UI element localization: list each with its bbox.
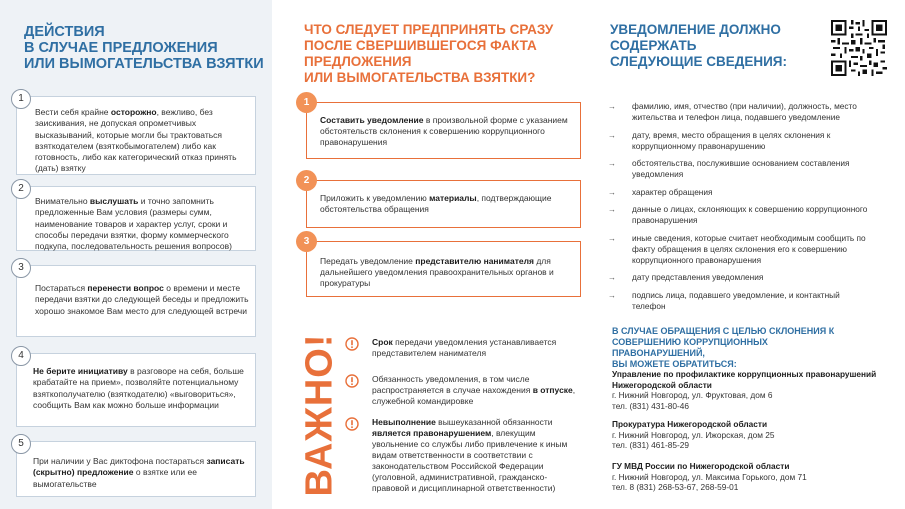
- contact-org: Управление по профилактике коррупционных правонарушений Нижегородской области: [612, 369, 877, 390]
- step-number: 3: [11, 258, 31, 278]
- left-title: ДЕЙСТВИЯ В СЛУЧАЕ ПРЕДЛОЖЕНИЯ ИЛИ ВЫМОГАТЕЛЬСТВА ВЗЯТКИ: [24, 24, 264, 72]
- contact-phone: тел. (831) 431-80-46: [612, 400, 689, 411]
- right-title: УВЕДОМЛЕНИЕ ДОЛЖНО СОДЕРЖАТЬ СЛЕДУЮЩИЕ СВЕДЕНИЯ:: [610, 22, 787, 69]
- exclamation-circle-icon: [345, 337, 359, 351]
- list-item: → данные о лицах, склоняющих к совершению коррупционного правонарушения: [608, 204, 868, 225]
- contact-address: г. Нижний Новгород, ул. Фруктовая, дом 6: [612, 390, 773, 400]
- arrow-right-icon: →: [608, 273, 616, 282]
- list-item: → подпись лица, подавшего уведомление, и контактный телефон: [608, 289, 840, 311]
- step-text: Внимательно выслушать и точно запомнить предложенные Вам условия (размеры сумм, наименование товаров и характер услуг, сроки и способы передачи взятки, форму коммерческого подкупа, последовательность решения вопросов): [35, 196, 232, 252]
- contact-phone: тел. 8 (831) 268-53-67, 268-59-01: [612, 482, 739, 492]
- step-number: 2: [11, 179, 31, 199]
- list-item: → дату, время, место обращения в целях склонения к коррупционному правонарушению: [608, 129, 831, 151]
- arrow-right-icon: →: [608, 187, 616, 197]
- exclamation-circle-icon: [345, 417, 359, 431]
- step-2: [16, 183, 256, 252]
- arrow-right-icon: →: [608, 290, 616, 300]
- arrow-right-icon: →: [608, 233, 616, 243]
- step-4: [16, 350, 256, 427]
- action-3: [303, 236, 581, 297]
- contact-org: ГУ МВД России по Нижегородской области: [612, 461, 790, 471]
- warning-text: Обязанность уведомления, в том числе распространяется в случае нахождения в отпуске, служебной командировке: [372, 374, 576, 406]
- contact-address: г. Нижний Новгород, ул. Максима Горького, дом 71: [612, 471, 807, 482]
- important-label-wrap: [300, 335, 340, 495]
- arrow-right-icon: →: [608, 159, 616, 168]
- arrow-right-icon: →: [608, 205, 616, 214]
- warning-text: Срок передачи уведомления устанавливается представителем нанимателя: [372, 337, 557, 358]
- list-item: → обстоятельства, послужившие основанием составления уведомления: [608, 158, 850, 179]
- contact-org: Прокуратура Нижегородской области: [612, 419, 768, 429]
- action-1: [303, 97, 581, 159]
- important-label: ВАЖНО!: [298, 333, 341, 497]
- contact-block: [612, 369, 892, 411]
- step-text: Вести себя крайне осторожно, вежливо, без заискивания, не допуская опрометчивых высказываний, которые могли бы трактоваться взяткодателем (взяткобымогателем) либо как готовность, либо как категорический отказ принять (дать) взятку: [35, 107, 237, 174]
- exclamation-circle-icon: [345, 374, 359, 388]
- action-number: 3: [296, 231, 317, 252]
- qr-code-icon: [831, 20, 887, 76]
- action-text: Приложить к уведомлению материалы, подтверждающие обстоятельства обращения: [320, 193, 552, 214]
- step-text: Постараться перенести вопрос о времени и месте передачи взятки до следующей беседы и предложить хорошо знакомое Вам место для следующей встречи: [35, 283, 249, 316]
- contacts-title: В СЛУЧАЕ ОБРАЩЕНИЯ С ЦЕЛЬЮ СКЛОНЕНИЯ К СОВЕРШЕНИЮ КОРРУПЦИОННЫХ ПРАВОНАРУШЕНИЙ, ВЫ МОЖЕТЕ ОБРАТИТЬСЯ:: [612, 326, 835, 369]
- action-2: [303, 175, 581, 228]
- action-text: Составить уведомление в произвольной форме с указанием обстоятельств склонения к совершению коррупционного правонарушения: [320, 115, 568, 147]
- step-1: [16, 93, 256, 175]
- list-item: → дату представления уведомления: [608, 272, 764, 282]
- arrow-right-icon: →: [608, 130, 616, 140]
- required-info-list: [608, 101, 868, 318]
- contact-phone: тел. (831) 461-85-29: [612, 440, 689, 450]
- list-item: → иные сведения, которые считает необходимым сообщить по факту обращения в целях склонения его к совершению коррупционного правонарушения: [608, 232, 866, 265]
- contact-address: г. Нижний Новгород, ул. Ижорская, дом 25: [612, 429, 775, 440]
- step-text: Не берите инициативу в разговоре на себя, больше крабатайте на прием», позволяйте потенциальному взяткополучателю (взяткодателю) «выговориться», сообщить Вам как можно больше информации: [33, 366, 244, 410]
- action-number: 2: [296, 170, 317, 191]
- action-number: 1: [296, 92, 317, 113]
- list-item: → фамилию, имя, отчество (при наличии), должность, место жительства и телефон лица, подавшего уведомление: [608, 101, 857, 122]
- contact-block: [612, 419, 892, 451]
- action-text: Передать уведомление представителю нанимателя для дальнейшего уведомления правоохранительных органов и прокуратуры: [320, 256, 554, 288]
- step-number: 1: [11, 89, 31, 109]
- arrow-right-icon: →: [608, 102, 616, 111]
- list-item: → характер обращения: [608, 186, 713, 197]
- step-number: 5: [11, 434, 31, 454]
- middle-title: ЧТО СЛЕДУЕТ ПРЕДПРИНЯТЬ СРАЗУ ПОСЛЕ СВЕРШИВШЕГОСЯ ФАКТА ПРЕДЛОЖЕНИЯ ИЛИ ВЫМОГАТЕЛЬСТВА ВЗЯТКИ?: [304, 22, 554, 85]
- step-number: 4: [11, 346, 31, 366]
- step-5: [16, 438, 256, 497]
- step-3: [16, 262, 256, 337]
- contact-block: [612, 461, 892, 493]
- left-column: [0, 0, 272, 509]
- warning-text: Невыполнение вышеуказанной обязанности является правонарушением, влекущим увольнение со службы либо привлечение к иным видам ответственности в соответствии с законодательством Российской Федерации (уголовной, административной, гражданско-правовой и дисциплинарной ответственности): [372, 417, 568, 493]
- step-text: При наличии у Вас диктофона постараться записать (скрытно) предложение о взятке или ее вымогательстве: [33, 456, 245, 489]
